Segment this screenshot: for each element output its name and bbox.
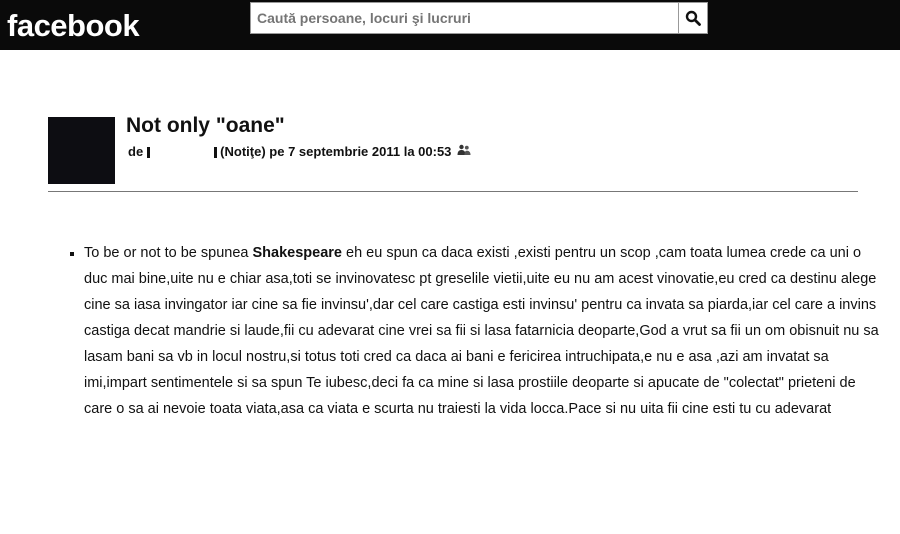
note-text-start: To be or not to be spunea bbox=[84, 245, 253, 261]
byline-prefix: de bbox=[128, 144, 144, 159]
friends-icon[interactable] bbox=[457, 144, 471, 159]
redacted-author-name bbox=[147, 145, 217, 159]
note-paragraph bbox=[84, 240, 884, 422]
byline-date[interactable]: pe 7 septembrie 2011 la 00:53 bbox=[269, 144, 452, 159]
search-bar bbox=[250, 2, 710, 34]
byline-section-link[interactable]: (Notiţe) bbox=[220, 144, 266, 159]
note-text-rest: eh eu spun ca daca existi ,existi pentru un scop ,cam toata lumea crede ca uni o duc mai bine,uite nu e chiar asa,toti se invinovatesc pt greselile vietii,uite eu nu am acest vinovatie,eu cred ca destinu alege cine sa iasa invingator iar cine sa fie invinsu',dar cel care castiga esti invinsu' pentru ca invata sa piarda,iar cel care a invins castiga decat mandrie si laude,fii cu adevarat cine vrei sa fii si lasa fatarnicia deoparte,God a vrut sa fii un om obisnuit nu sa lasam bani sa vb in locul nostru,si totus toti cred ca daca ai bani e fericirea intruchipata,e nu e asa ,azi am invatat sa imi,impart sentimentele si sa spun Te iubesc,deci fa ca mine si lasa prostiile deoparte si apucate de "colectat" prieteni de care o sa ai nevoie toata viata,asa ca viata e scurta nu traiesti la vida locca.Pace si nu uita fii cine esti tu cu adevarat bbox=[84, 245, 879, 417]
search-button[interactable] bbox=[678, 2, 708, 34]
note-title[interactable]: Not only "oane" bbox=[126, 114, 285, 137]
search-icon bbox=[685, 10, 701, 26]
avatar[interactable] bbox=[48, 117, 115, 184]
top-bar bbox=[0, 0, 900, 50]
divider bbox=[48, 191, 858, 192]
note-body bbox=[58, 240, 884, 422]
search-input[interactable] bbox=[250, 2, 678, 34]
facebook-logo[interactable]: facebook bbox=[7, 8, 140, 43]
note-byline bbox=[128, 144, 471, 159]
note-text-bold: Shakespeare bbox=[252, 245, 342, 261]
